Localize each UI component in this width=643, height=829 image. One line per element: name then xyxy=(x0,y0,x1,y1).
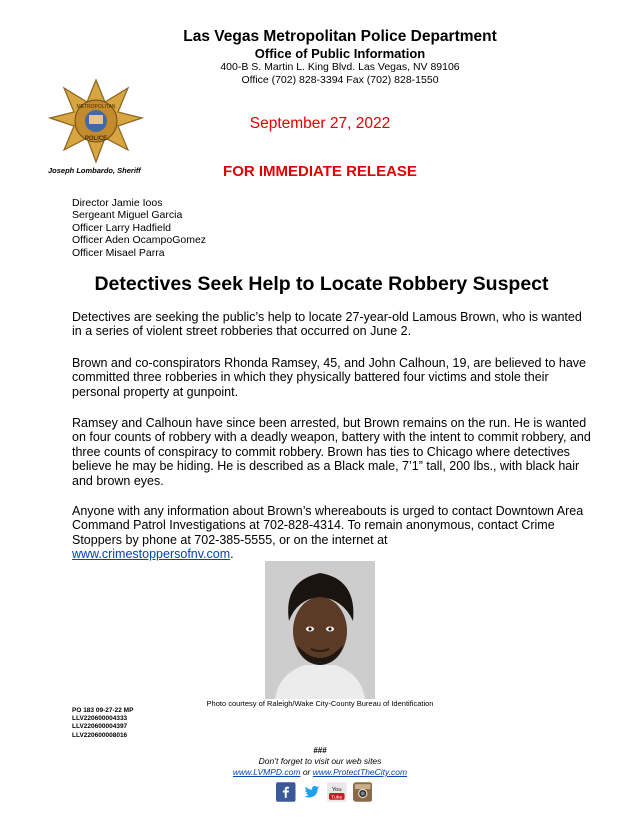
contact-name: Sergeant Miguel Garcia xyxy=(72,209,183,222)
crimestoppers-link[interactable]: www.crimestoppersofnv.com xyxy=(72,547,231,562)
svg-text:POLICE: POLICE xyxy=(84,136,108,142)
reference-code: PO 183 09-27-22 MP xyxy=(72,707,134,714)
phone-fax: Office (702) 828-3394 Fax (702) 828-1550 xyxy=(241,74,439,86)
headline: Detectives Seek Help to Locate Robbery Suspect xyxy=(94,273,549,295)
contact-list xyxy=(72,197,206,259)
release-label: FOR IMMEDIATE RELEASE xyxy=(223,163,417,180)
release-date: September 27, 2022 xyxy=(249,115,391,132)
svg-text:METROPOLITAN: METROPOLITAN xyxy=(76,104,116,110)
visit-text: Don’t forget to visit our web sites xyxy=(258,756,382,766)
svg-text:Tube: Tube xyxy=(331,795,343,801)
website-links xyxy=(140,767,500,778)
social-icons xyxy=(276,782,372,804)
facebook-icon[interactable] xyxy=(276,782,296,802)
letterhead xyxy=(140,28,540,87)
photo-caption: Photo courtesy of Raleigh/Wake City-County Bureau of Identification xyxy=(206,699,434,708)
contact-name: Director Jamie Ioos xyxy=(72,197,163,209)
protectthecity-link[interactable]: www.ProtectTheCity.com xyxy=(312,767,408,777)
svg-text:You: You xyxy=(331,787,342,794)
contact-name: Officer Misael Parra xyxy=(72,246,165,259)
youtube-icon[interactable] xyxy=(327,782,347,802)
or-text: or xyxy=(302,767,311,777)
paragraph: Detectives are seeking the public’s help to locate 27-year-old Lamous Brown, who is wanted in a series of violent street robberies that occurred on June 2. xyxy=(72,310,582,339)
reference-codes xyxy=(72,707,133,740)
police-badge-icon xyxy=(48,78,144,164)
footer xyxy=(140,745,500,778)
sheriff-name: Joseph Lombardo, Sheriff xyxy=(48,166,141,175)
office-name: Office of Public Information xyxy=(254,46,426,61)
paragraph: Brown and co-conspirators Rhonda Ramsey, 45, and John Calhoun, 19, are believed to have committed three robberies in which they physically battered four victims and stole their personal property at gunpoint. xyxy=(72,356,586,399)
contact-name: Officer Larry Hadfield xyxy=(72,221,172,234)
instagram-icon[interactable] xyxy=(353,782,373,802)
suspect-photo xyxy=(265,561,375,699)
paragraph: Ramsey and Calhoun have since been arrested, but Brown remains on the run. He is wanted on four counts of robbery with a deadly weapon, battery with the intent to commit robbery, and three counts of conspiracy to commit robbery. Brown has ties to Chicago where detectives believe he may be hiding. He is described as a Black male, 7’1” tall, 200 lbs., with black hair and brown eyes. xyxy=(72,416,591,488)
paragraph: Anyone with any information about Brown’s whereabouts is urged to contact Downtown Area Command Patrol Investigations at 702-828-4314. To remain anonymous, contact Crime Stoppers by phone at 702-385-5555, or on the internet at www.crimestoppersofnv.com. xyxy=(72,504,584,562)
twitter-icon[interactable] xyxy=(302,782,322,802)
paragraph-text: Anyone with any information about Brown’s whereabouts is urged to contact Downtown Area Command Patrol Investigations at 702-828-4314. To remain anonymous, contact Crime Stoppers by phone at 702-385-5555, or on the internet at xyxy=(72,504,584,547)
reference-code: LLV220600004397 xyxy=(72,723,128,731)
contact-name: Officer Aden OcampoGomez xyxy=(72,234,207,247)
reference-code: LLV220600008016 xyxy=(72,731,128,739)
address: 400-B S. Martin L. King Blvd. Las Vegas, NV 89106 xyxy=(220,61,460,73)
lvmpd-link[interactable]: www.LVMPD.com xyxy=(232,767,301,777)
department-name: Las Vegas Metropolitan Police Department xyxy=(183,28,497,45)
end-mark: ### xyxy=(313,746,327,755)
reference-code: LLV220600004333 xyxy=(72,715,128,723)
